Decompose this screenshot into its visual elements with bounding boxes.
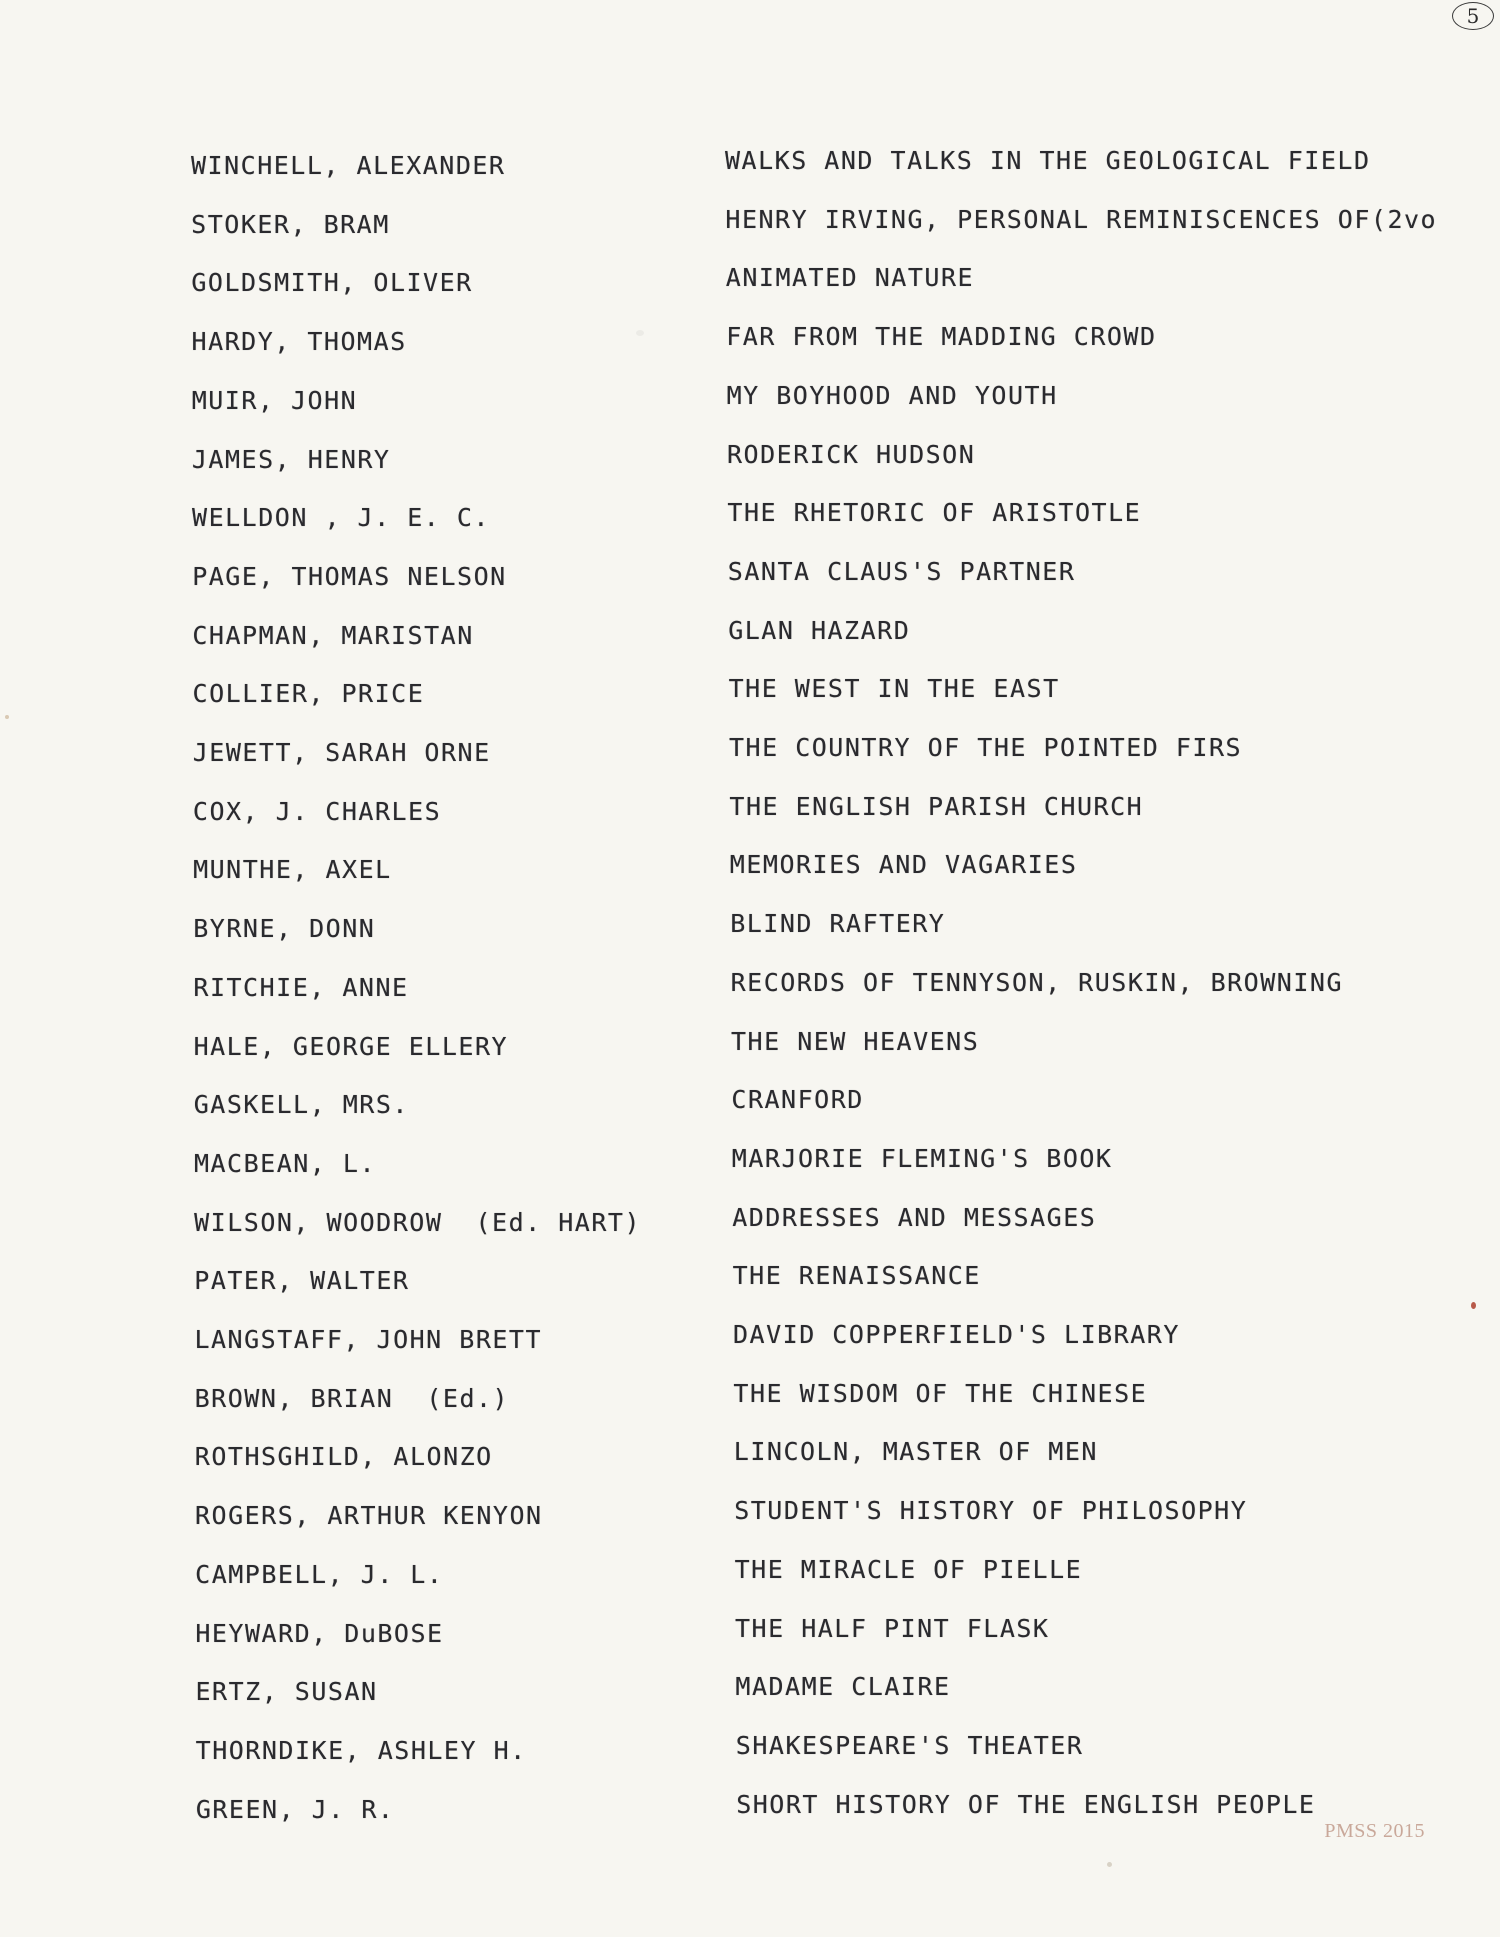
book-entry xyxy=(0,792,1500,832)
author-name: HEYWARD, DuBOSE xyxy=(195,1618,444,1648)
author-name: GREEN, J. R. xyxy=(195,1794,395,1824)
book-title: FAR FROM THE MADDING CROWD xyxy=(726,322,1157,352)
author-name: COLLIER, PRICE xyxy=(192,679,425,709)
book-title: MY BOYHOOD AND YOUTH xyxy=(726,380,1058,410)
book-title: RECORDS OF TENNYSON, RUSKIN, BROWNING xyxy=(730,967,1343,997)
book-entry xyxy=(0,1731,1500,1771)
book-entry xyxy=(0,1144,1500,1184)
book-title: GLAN HAZARD xyxy=(728,615,911,645)
book-entry xyxy=(0,498,1500,538)
page-number: 5 xyxy=(1452,2,1494,30)
author-name: LANGSTAFF, JOHN BRETT xyxy=(194,1325,543,1354)
author-name: JAMES, HENRY xyxy=(191,444,391,474)
archive-watermark: PMSS 2015 xyxy=(1324,1820,1425,1842)
book-entry xyxy=(0,1085,1500,1125)
author-name: WILSON, WOODROW (Ed. HART) xyxy=(194,1207,641,1237)
author-name: MUIR, JOHN xyxy=(191,385,358,415)
book-entry xyxy=(0,616,1500,656)
book-title: THE NEW HEAVENS xyxy=(731,1026,980,1056)
author-name: WINCHELL, ALEXANDER xyxy=(191,151,506,180)
book-entry xyxy=(0,205,1500,245)
paper-speck xyxy=(1471,1302,1476,1309)
book-entry xyxy=(0,1496,1500,1536)
book-entry xyxy=(0,1672,1500,1712)
book-title: ANIMATED NATURE xyxy=(725,263,975,293)
author-name: BROWN, BRIAN (Ed.) xyxy=(194,1383,510,1413)
book-title: HENRY IRVING, PERSONAL REMINISCENCES OF(2vo xyxy=(725,204,1438,234)
book-title: STUDENT'S HISTORY OF PHILOSOPHY xyxy=(734,1496,1248,1526)
book-entry xyxy=(0,850,1500,890)
book-title: SHAKESPEARE'S THEATER xyxy=(735,1730,1084,1760)
author-name: HARDY, THOMAS xyxy=(191,327,407,357)
book-entry xyxy=(0,263,1500,303)
book-title: MEMORIES AND VAGARIES xyxy=(729,850,1078,880)
book-title: LINCOLN, MASTER OF MEN xyxy=(733,1437,1098,1467)
book-title: THE COUNTRY OF THE POINTED FIRS xyxy=(729,733,1243,762)
book-title: SHORT HISTORY OF THE ENGLISH PEOPLE xyxy=(736,1789,1316,1819)
author-name: ROTHSGHILD, ALONZO xyxy=(194,1442,493,1472)
book-entry xyxy=(0,322,1500,362)
book-entry xyxy=(0,1261,1500,1301)
book-entry xyxy=(0,381,1500,421)
paper-speck xyxy=(636,330,644,336)
book-entry xyxy=(0,1320,1500,1360)
author-name: ERTZ, SUSAN xyxy=(195,1677,378,1707)
author-name: MUNTHE, AXEL xyxy=(193,855,392,885)
author-name: JEWETT, SARAH ORNE xyxy=(192,738,491,767)
author-name: PAGE, THOMAS NELSON xyxy=(192,561,507,591)
book-title: MADAME CLAIRE xyxy=(735,1672,951,1702)
author-name: CHAPMAN, MARISTAN xyxy=(192,620,474,650)
author-name: THORNDIKE, ASHLEY H. xyxy=(195,1735,527,1765)
book-entry xyxy=(0,440,1500,480)
book-title: DAVID COPPERFIELD'S LIBRARY xyxy=(733,1320,1180,1349)
book-entry xyxy=(0,557,1500,597)
author-name: GASKELL, MRS. xyxy=(193,1090,409,1120)
book-entry xyxy=(0,1555,1500,1595)
book-entry xyxy=(0,909,1500,949)
book-title: THE HALF PINT FLASK xyxy=(735,1613,1050,1643)
author-name: CAMPBELL, J. L. xyxy=(195,1559,444,1589)
book-entry xyxy=(0,1027,1500,1067)
book-title: WALKS AND TALKS IN THE GEOLOGICAL FIELD xyxy=(725,146,1371,175)
book-title: MARJORIE FLEMING'S BOOK xyxy=(731,1143,1113,1173)
author-name: COX, J. CHARLES xyxy=(192,796,442,826)
paper-speck xyxy=(1107,1862,1112,1867)
author-name: STOKER, BRAM xyxy=(191,209,390,239)
book-title: THE WEST IN THE EAST xyxy=(728,674,1060,704)
book-title: ADDRESSES AND MESSAGES xyxy=(732,1202,1097,1232)
book-title: BLIND RAFTERY xyxy=(730,909,946,939)
author-name: HALE, GEORGE ELLERY xyxy=(193,1031,509,1061)
author-name: PATER, WALTER xyxy=(194,1266,410,1296)
book-entry xyxy=(0,968,1500,1008)
book-entry xyxy=(0,733,1500,773)
book-title: CRANFORD xyxy=(731,1085,864,1115)
author-name: MACBEAN, L. xyxy=(193,1148,377,1178)
author-name: RITCHIE, ANNE xyxy=(193,972,409,1002)
book-entry xyxy=(0,1437,1500,1477)
author-name: GOLDSMITH, OLIVER xyxy=(191,268,473,298)
paper-speck xyxy=(5,715,9,719)
book-title: THE RENAISSANCE xyxy=(732,1261,981,1291)
book-entry xyxy=(0,146,1500,186)
author-name: ROGERS, ARTHUR KENYON xyxy=(194,1501,543,1531)
author-name: BYRNE, DONN xyxy=(193,914,376,944)
book-entry xyxy=(0,1790,1500,1830)
author-name: WELLDON , J. E. C. xyxy=(192,503,490,533)
book-entry xyxy=(0,1614,1500,1654)
book-title: THE MIRACLE OF PIELLE xyxy=(734,1554,1083,1584)
book-title: SANTA CLAUS'S PARTNER xyxy=(727,556,1076,586)
book-title: THE RHETORIC OF ARISTOTLE xyxy=(727,498,1142,528)
book-entry xyxy=(0,1203,1500,1243)
book-entry xyxy=(0,1379,1500,1419)
book-title: RODERICK HUDSON xyxy=(727,439,976,469)
book-title: THE ENGLISH PARISH CHURCH xyxy=(729,791,1144,821)
book-title: THE WISDOM OF THE CHINESE xyxy=(733,1378,1148,1408)
book-entry xyxy=(0,674,1500,714)
